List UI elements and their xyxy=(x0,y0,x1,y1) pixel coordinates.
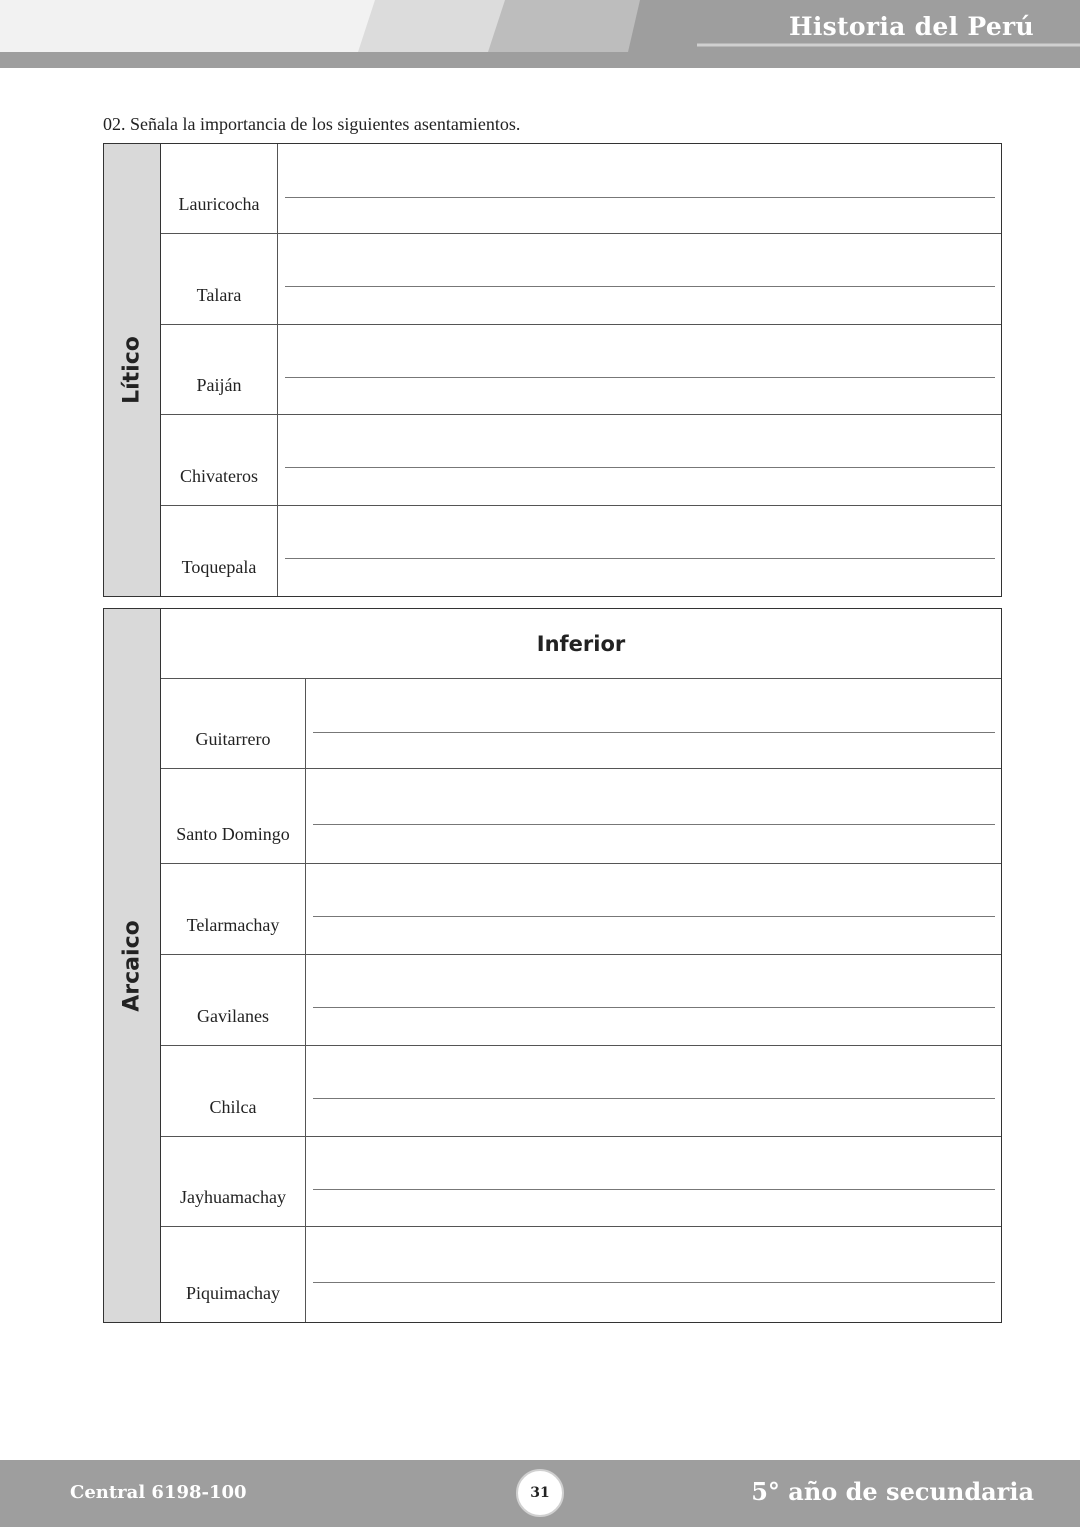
site-name: Chilca xyxy=(209,1097,257,1117)
answer-line[interactable] xyxy=(285,197,995,198)
footer-phone: Central 6198-100 xyxy=(70,1482,247,1503)
site-name-cell xyxy=(161,325,278,414)
site-name-cell xyxy=(161,415,278,505)
table-row xyxy=(161,1137,1001,1227)
answer-line[interactable] xyxy=(285,558,995,559)
site-name-cell xyxy=(161,1137,306,1226)
table-row xyxy=(161,769,1001,864)
answer-line[interactable] xyxy=(285,286,995,287)
site-name-cell xyxy=(161,679,306,768)
table-row xyxy=(161,1227,1001,1322)
answer-line[interactable] xyxy=(285,467,995,468)
answer-line[interactable] xyxy=(313,1282,995,1283)
table-row xyxy=(161,415,1001,506)
site-name: Toquepala xyxy=(181,557,257,577)
site-name: Talara xyxy=(196,285,242,305)
site-name-cell xyxy=(161,769,306,863)
arcaico-label: Arcaico xyxy=(119,919,145,1012)
answer-line[interactable] xyxy=(313,1189,995,1190)
answer-line[interactable] xyxy=(285,377,995,378)
arcaico-side-band xyxy=(104,609,161,1322)
table-row xyxy=(161,864,1001,955)
table-row xyxy=(161,506,1001,596)
litico-side-band xyxy=(104,144,161,596)
litico-rows xyxy=(161,144,1001,596)
site-name-cell xyxy=(161,955,306,1045)
arcaico-rows-container xyxy=(161,609,1001,1322)
answer-line[interactable] xyxy=(313,1007,995,1008)
page-header xyxy=(0,0,1080,68)
site-name: Paiján xyxy=(196,375,242,395)
table-row xyxy=(161,679,1001,769)
site-name: Lauricocha xyxy=(178,194,260,214)
footer-grade: 5° año de secundaria xyxy=(751,1477,1034,1506)
table-row xyxy=(161,325,1001,415)
site-name-cell xyxy=(161,1227,306,1322)
arcaico-subheader: Inferior xyxy=(161,609,1001,679)
table-row xyxy=(161,1046,1001,1137)
site-name-cell xyxy=(161,1046,306,1136)
site-name: Santo Domingo xyxy=(176,824,290,844)
table-row xyxy=(161,234,1001,325)
answer-line[interactable] xyxy=(313,916,995,917)
answer-line[interactable] xyxy=(313,1098,995,1099)
site-name: Gavilanes xyxy=(197,1006,269,1026)
site-name-cell xyxy=(161,506,278,596)
litico-label: Lítico xyxy=(119,336,145,404)
site-name-cell xyxy=(161,234,278,324)
site-name: Jayhuamachay xyxy=(180,1187,286,1207)
header-title: Historia del Perú xyxy=(788,12,1034,41)
site-name: Guitarrero xyxy=(195,729,271,749)
table-row xyxy=(161,955,1001,1046)
page-number-badge: 31 xyxy=(516,1469,564,1517)
arcaico-table xyxy=(103,608,1002,1323)
site-name-cell xyxy=(161,864,306,954)
site-name: Chivateros xyxy=(180,466,258,486)
table-row xyxy=(161,144,1001,234)
arcaico-rows xyxy=(161,679,1001,1322)
answer-line[interactable] xyxy=(313,824,995,825)
answer-line[interactable] xyxy=(313,732,995,733)
page-footer xyxy=(0,1460,1080,1527)
site-name: Piquimachay xyxy=(186,1283,280,1303)
site-name: Telarmachay xyxy=(186,915,280,935)
litico-table xyxy=(103,143,1002,597)
site-name-cell xyxy=(161,144,278,233)
instruction-text: 02. Señala la importancia de los siguientes asentamientos. xyxy=(103,114,521,134)
